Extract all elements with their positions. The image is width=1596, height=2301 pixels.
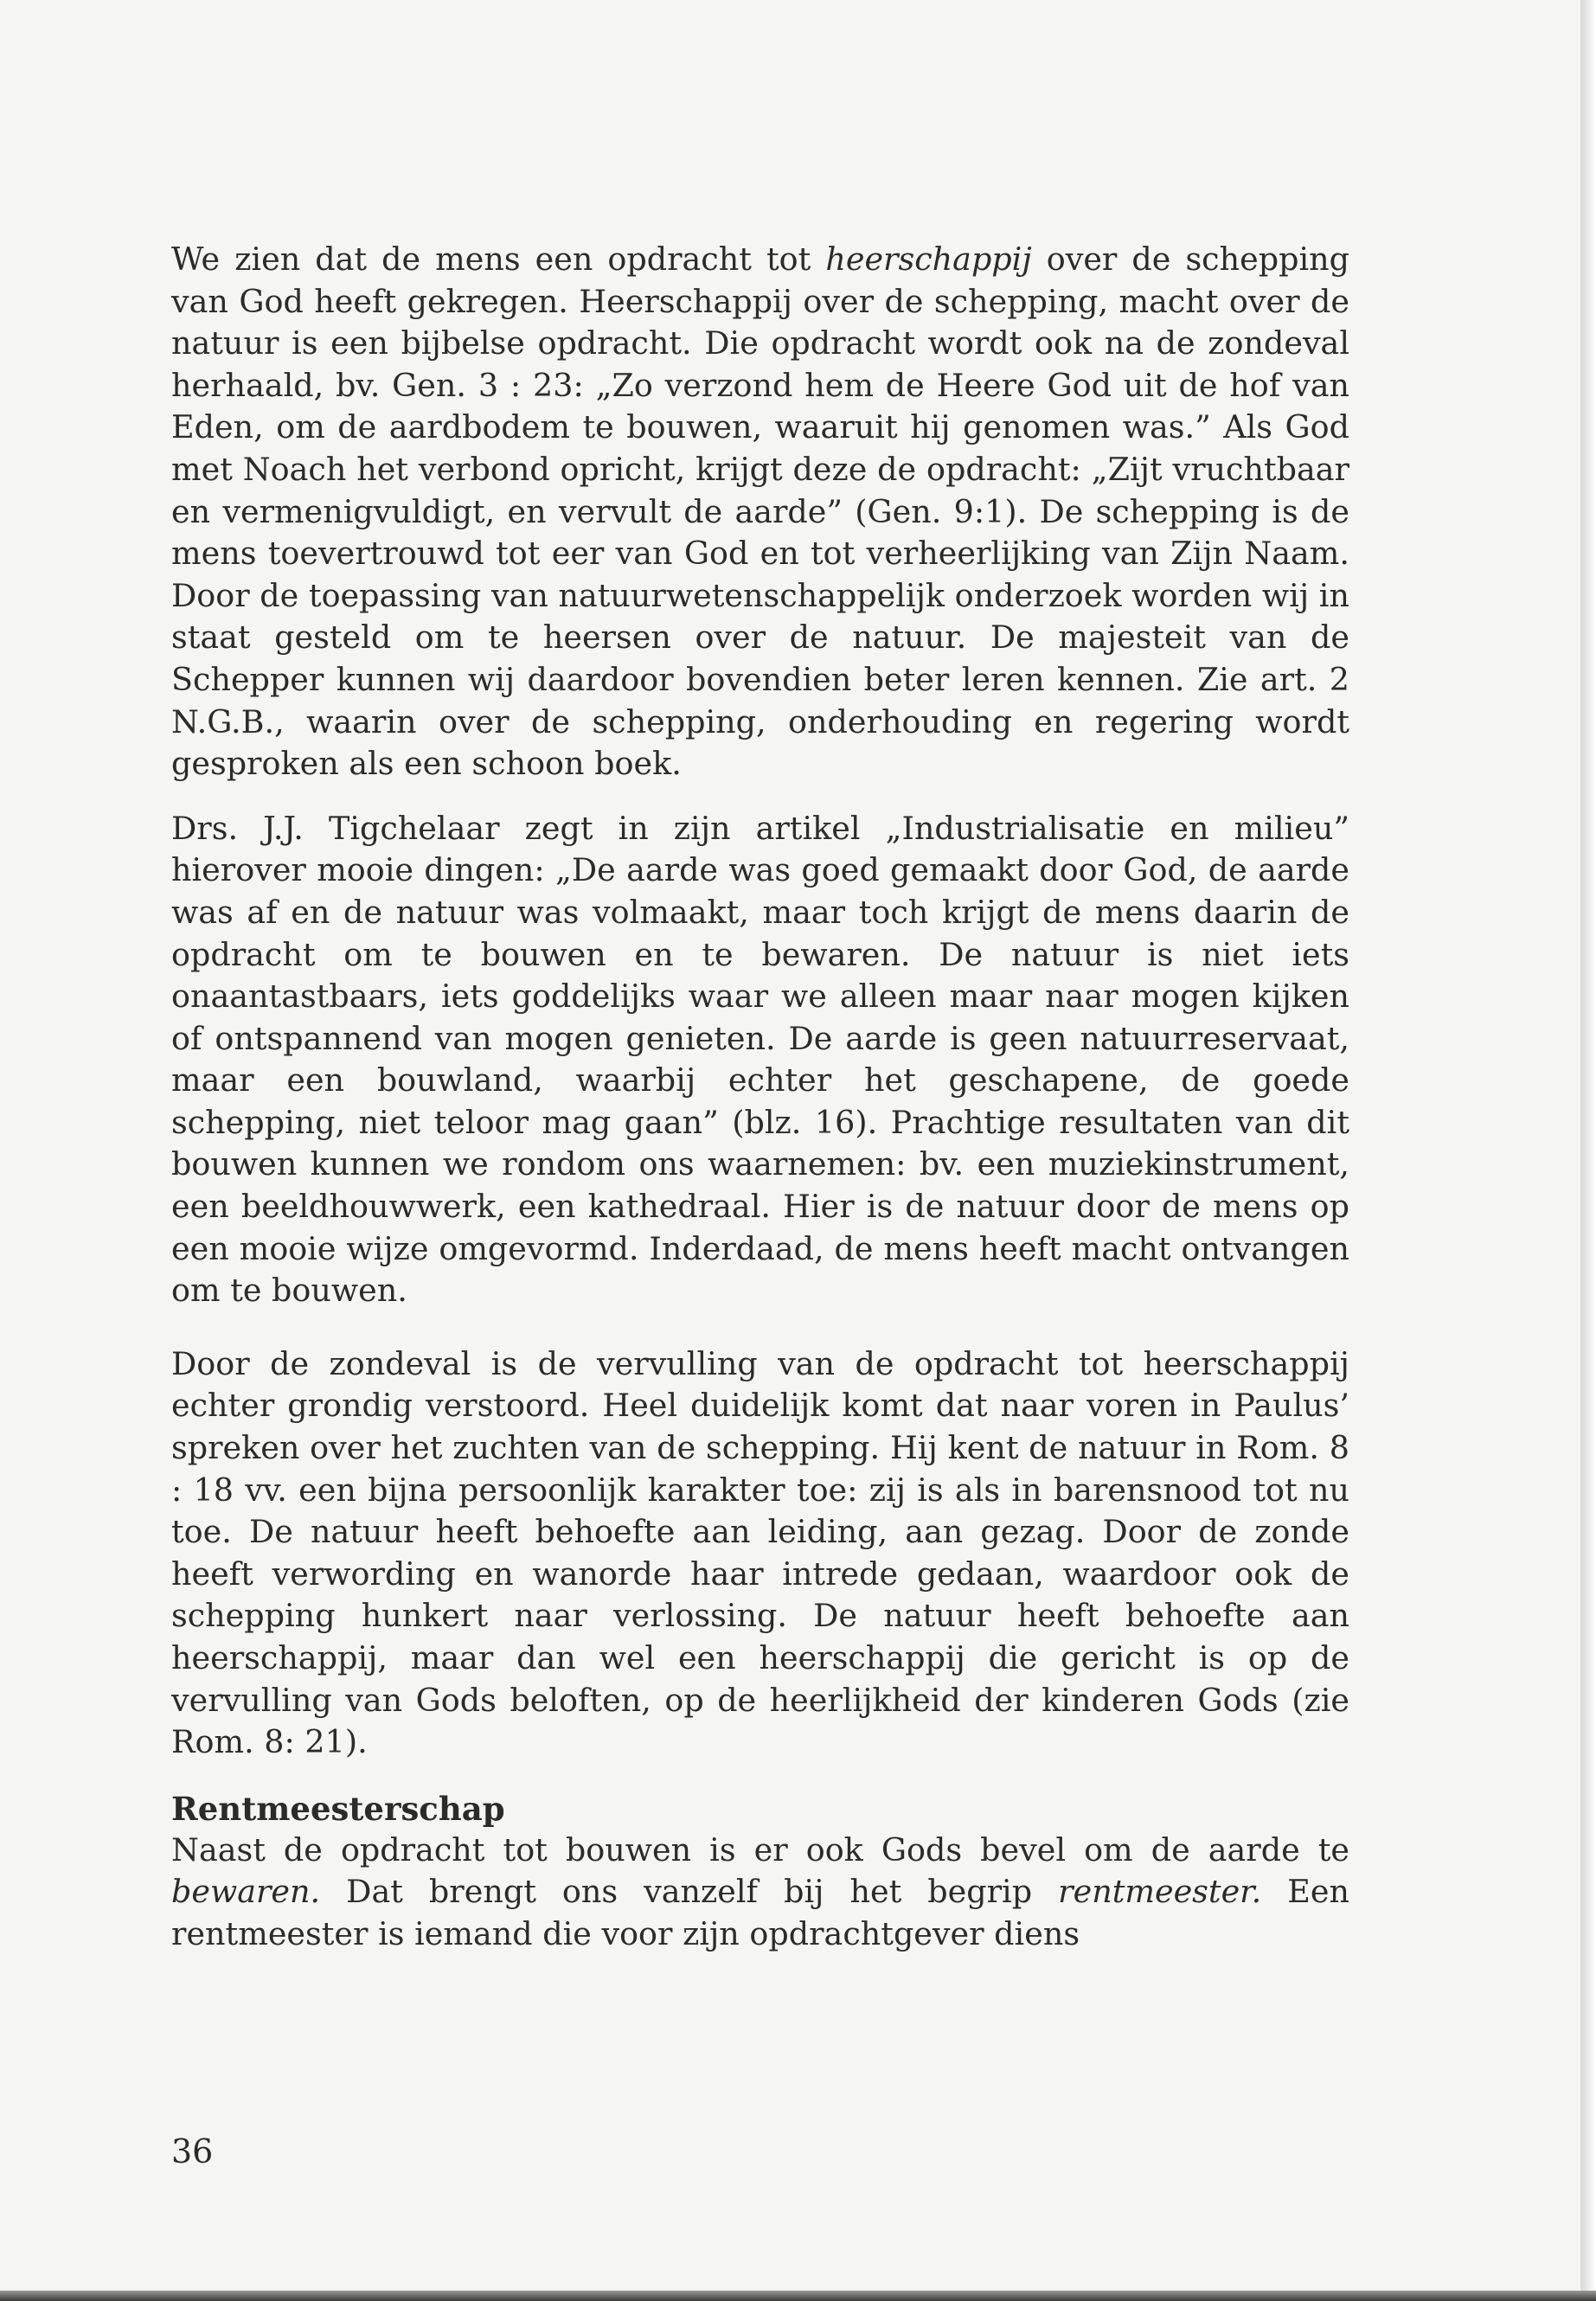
scan-bottom-edge [0,2291,1596,2301]
text-run: over de schepping van God heeft gekregen. Heerschappij over de schepping, macht over de natuur is een bijbelse opdracht. Die opdracht wordt ook na de zondeval herhaald, bv. Gen. 3 : 23: „Zo verzond hem de Heere God uit de hof van Eden, om de aardbodem te bouwen, waaruit hij genomen was.” Als God met Noach het verbond opricht, krijgt deze de opdracht: „Zijt vruchtbaar en vermenigvuldigt, en vervult de aarde” (Gen. 9:1). De schepping is de mens toevertrouwd tot eer van God en tot verheerlijking van Zijn Naam. Door de toepassing van natuurwetenschappelijk onderzoek worden wij in staat gesteld om te heersen over de natuur. De majesteit van de Schepper kunnen wij daardoor bovendien beter leren kennen. Zie art. 2 N.G.B., waarin over de schepping, onderhouding en regering wordt gesproken als een schoon boek. [171,240,1349,783]
italic-term-bewaren: bewaren. [171,1873,321,1911]
italic-term-heerschappij: heerschappij [825,240,1032,278]
page-edge-shadow [1580,0,1596,2301]
body-text [171,239,1349,1956]
paragraph-heerschappij [171,239,1349,785]
section-heading: Rentmeesterschap [171,1789,505,1828]
page-number: 36 [171,2132,214,2170]
italic-term-rentmeester: rentmeester. [1058,1873,1262,1911]
text-run: Drs. J.J. Tigchelaar zegt in zijn artikel „Industrialisatie en milieu” hierover mooie dingen: „De aarde was goed gemaakt door God, de aarde was af en de natuur was volmaakt, maar toch krijgt de mens daarin de opdracht om te bouwen en te bewaren. De natuur is niet iets onaantastbaars, iets goddelijks waar we alleen maar naar mogen kijken of ontspannend van mogen genieten. De aarde is geen natuurreservaat, maar een bouwland, waarbij echter het geschapene, de goede schepping, niet teloor mag gaan” (blz. 16). Prachtige resultaten van dit bouwen kunnen we rondom ons waarnemen: bv. een muziekinstrument, een beeldhouwwerk, een kathedraal. Hier is de natuur door de mens op een mooie wijze omgevormd. Inderdaad, de mens heeft macht ontvangen om te bouwen. [171,809,1349,1310]
text-run: Een rentmeester is iemand die voor zijn opdrachtgever diens [171,1873,1350,1952]
text-run: Door de zondeval is de vervulling van de opdracht tot heerschappij echter grondig verstoord. Heel duidelijk komt dat naar voren in Paulus’ spreken over het zuchten van de schepping. Hij kent de natuur in Rom. 8 : 18 vv. een bijna persoonlijk karakter toe: zij is als in barensnood tot nu toe. De natuur heeft behoefte aan leiding, aan gezag. Door de zonde heeft verwording en wanorde haar intrede gedaan, waardoor ook de schepping hunkert naar verlossing. De natuur heeft behoefte aan heerschappij, maar dan wel een heerschappij die gericht is op de vervulling van Gods beloften, op de heerlijkheid der kinderen Gods (zie Rom. 8: 21). [171,1344,1349,1761]
paragraph-zondeval [171,1343,1349,1764]
text-run: Naast de opdracht tot bouwen is er ook Gods bevel om de aarde te [171,1830,1349,1868]
text-run: We zien dat de mens een opdracht tot [171,240,826,278]
paragraph-rentmeester [171,1830,1349,1956]
paragraph-tigchelaar [171,808,1349,1312]
text-run: Dat brengt ons vanzelf bij het begrip [320,1873,1059,1911]
